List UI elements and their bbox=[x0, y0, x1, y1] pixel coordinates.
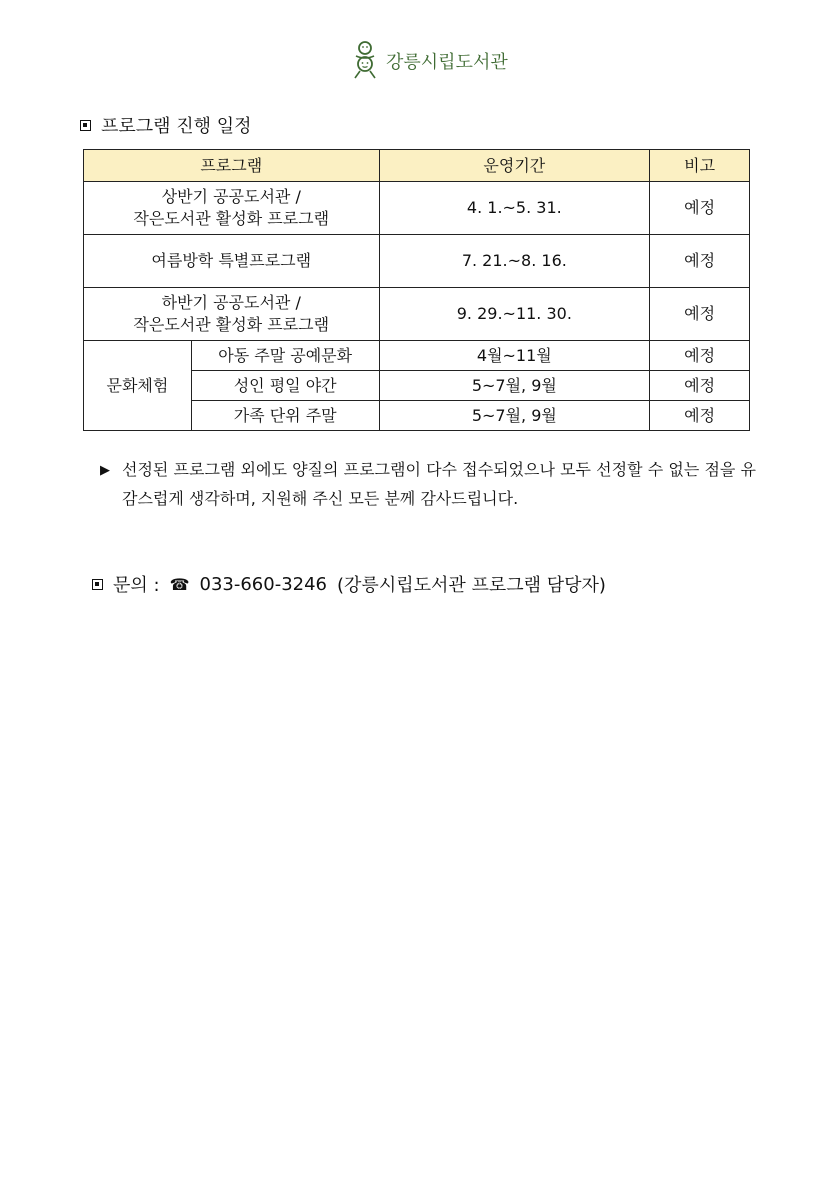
note-cell: 예정 bbox=[650, 235, 750, 288]
group-label-cell: 문화체험 bbox=[84, 341, 192, 431]
program-cell: 가족 단위 주말 bbox=[191, 401, 379, 431]
program-cell bbox=[84, 182, 380, 235]
library-logo bbox=[352, 40, 508, 82]
notice-text: 선정된 프로그램 외에도 양질의 프로그램이 다수 접수되었으나 모두 선정할 수 없는 점을 유감스럽게 생각하며, 지원해 주신 모든 분께 감사드립니다. bbox=[122, 460, 756, 508]
table-row bbox=[84, 341, 750, 371]
table-row bbox=[84, 235, 750, 288]
section-title: 프로그램 진행 일정 bbox=[101, 116, 252, 137]
program-cell: 여름방학 특별프로그램 bbox=[84, 235, 380, 288]
note-cell: 예정 bbox=[650, 288, 750, 341]
phone-icon: ☎ bbox=[169, 574, 190, 594]
header-period: 운영기간 bbox=[379, 150, 650, 182]
note-cell: 예정 bbox=[650, 341, 750, 371]
program-cell: 아동 주말 공예문화 bbox=[191, 341, 379, 371]
program-line: 작은도서관 활성화 프로그램 bbox=[133, 209, 330, 228]
triangle-bullet-icon: ▶ bbox=[100, 463, 110, 478]
notice-paragraph bbox=[100, 455, 760, 513]
contact-label: 문의 : bbox=[113, 575, 160, 596]
note-cell: 예정 bbox=[650, 371, 750, 401]
logo-text: 강릉시립도서관 bbox=[386, 52, 508, 73]
period-cell: 4. 1.~5. 31. bbox=[379, 182, 650, 235]
table-header-row bbox=[84, 150, 750, 182]
table-row bbox=[84, 288, 750, 341]
square-bullet-icon bbox=[80, 120, 91, 131]
table-row bbox=[84, 182, 750, 235]
period-cell: 5~7월, 9월 bbox=[379, 371, 650, 401]
program-line: 상반기 공공도서관 / bbox=[161, 187, 301, 206]
program-schedule-table bbox=[83, 149, 750, 431]
contact-line bbox=[92, 571, 606, 597]
program-cell bbox=[84, 288, 380, 341]
period-cell: 7. 21.~8. 16. bbox=[379, 235, 650, 288]
period-cell: 9. 29.~11. 30. bbox=[379, 288, 650, 341]
header-program: 프로그램 bbox=[84, 150, 380, 182]
library-mascot-icon bbox=[352, 40, 378, 82]
contact-department: (강릉시립도서관 프로그램 담당자) bbox=[337, 575, 606, 596]
square-bullet-icon bbox=[92, 579, 103, 590]
contact-phone: 033-660-3246 bbox=[199, 573, 328, 595]
program-line: 작은도서관 활성화 프로그램 bbox=[133, 315, 330, 334]
header-note: 비고 bbox=[650, 150, 750, 182]
note-cell: 예정 bbox=[650, 401, 750, 431]
note-cell: 예정 bbox=[650, 182, 750, 235]
period-cell: 4월~11월 bbox=[379, 341, 650, 371]
section-heading bbox=[80, 112, 252, 138]
program-cell: 성인 평일 야간 bbox=[191, 371, 379, 401]
program-line: 하반기 공공도서관 / bbox=[161, 293, 301, 312]
period-cell: 5~7월, 9월 bbox=[379, 401, 650, 431]
